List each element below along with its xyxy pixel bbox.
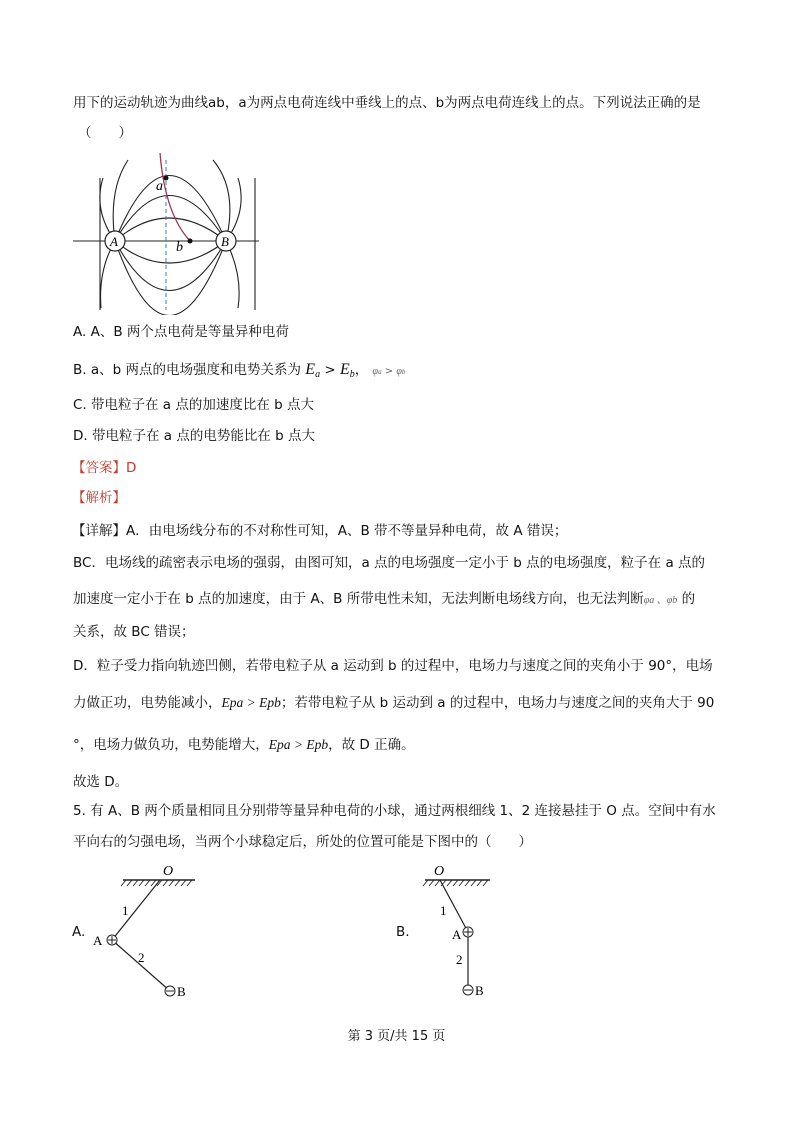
fig-label-b: b: [176, 240, 183, 255]
analysis-p7: °，电场力做负功，电势能增大，Epa > Epb，故 D 正确。: [73, 737, 415, 753]
analysis-p5: D．粒子受力指向轨迹凹侧，若带电粒子从 a 运动到 b 的过程中，电场力与速度之间的夹角小于 90°，电场: [73, 658, 713, 674]
analysis-label: 【解析】: [72, 490, 126, 506]
analysis-p6-expr: Epa > Epb: [221, 695, 281, 710]
fig-label-a: a: [156, 179, 163, 194]
analysis-p8: 故选 D。: [73, 774, 129, 790]
option-B-phi: φ: [372, 366, 379, 377]
analysis-p1: 【详解】A．由电场线分布的不对称性可知，A、B 带不等量异种电荷，故 A 错误；: [72, 523, 568, 539]
option-B-E: E: [305, 361, 316, 378]
analysis-p4: 关系，故 BC 错误；: [73, 624, 195, 640]
option-D: D. 带电粒子在 a 点的电势能比在 b 点大: [73, 428, 315, 444]
option-B-phi2: φ: [396, 366, 402, 377]
page-footer: 第 3 页/共 15 页: [347, 1029, 446, 1044]
q5A-A: A: [93, 933, 103, 948]
q5-line-1: 5. 有 A、B 两个质量相同且分别带等量异种电荷的小球，通过两根细线 1、2 连接悬挂于 O 点。空间中有水: [73, 803, 716, 819]
field-line-figure: [73, 150, 263, 315]
fig-charge-A: A: [110, 234, 118, 249]
q5A-n2: 2: [138, 950, 145, 965]
analysis-p2: BC．电场线的疏密表示电场的强弱，由图可知，a 点的电场强度一定小于 b 点的电场强度，粒子在 a 点的: [73, 555, 706, 571]
option-B-phi-gt: >: [381, 366, 397, 377]
q5B-n2: 2: [456, 952, 463, 967]
fig-charge-B: B: [221, 234, 229, 249]
option-B-prefix: B. a、b 两点的电场强度和电势关系为: [73, 362, 301, 378]
q5B-O: O: [434, 864, 445, 879]
analysis-p6: 力做正功，电势能减小，Epa > Epb；若带电粒子从 b 运动到 a 的过程中，电场力与速度之间的夹角大于 90: [73, 695, 715, 711]
intro-line-1: 用下的运动轨迹为曲线ab，a为两点电荷连线中垂线上的点、b为两点电荷连线上的点。下列说法正确的是: [73, 95, 701, 111]
q5B-B: B: [475, 983, 484, 998]
option-B-sep: ，: [354, 362, 369, 378]
q5-line-2: 平向右的匀强电场，当两个小球稳定后，所处的位置可能是下图中的（ ）: [73, 834, 532, 850]
q5A-n1: 1: [122, 903, 129, 918]
option-B: [73, 360, 405, 385]
q5-option-B-label: B.: [396, 924, 410, 940]
q5-figure-A: [90, 860, 220, 1005]
q5A-O: O: [163, 864, 174, 879]
option-B-sub-a: a: [315, 369, 321, 380]
option-B-gt: >: [320, 362, 340, 378]
option-B-E2: E: [339, 361, 350, 378]
option-C: C. 带电粒子在 a 点的加速度比在 b 点大: [73, 397, 315, 413]
q5B-n1: 1: [440, 903, 447, 918]
option-B-phi-a: a: [378, 368, 382, 376]
q5B-A: A: [452, 927, 462, 942]
intro-paren: （ ）: [78, 125, 132, 141]
option-B-phi-b: b: [401, 368, 406, 376]
analysis-p3: 加速度一定小于在 b 点的加速度，由于 A、B 所带电性未知，无法判断电场线方向，也无法判断φa 、φb 的: [73, 591, 696, 607]
analysis-p7-expr: Epa > Epb: [268, 737, 329, 752]
q5-figure-B: [410, 860, 520, 1005]
answer-label: 【答案】D: [72, 460, 137, 476]
option-A: A. A、B 两个点电荷是等量异种电荷: [73, 324, 289, 340]
q5A-B: B: [177, 984, 186, 999]
q5-option-A-label: A.: [72, 924, 86, 940]
analysis-phi: φa 、φb: [643, 595, 678, 606]
option-B-sub-b: b: [349, 369, 355, 380]
